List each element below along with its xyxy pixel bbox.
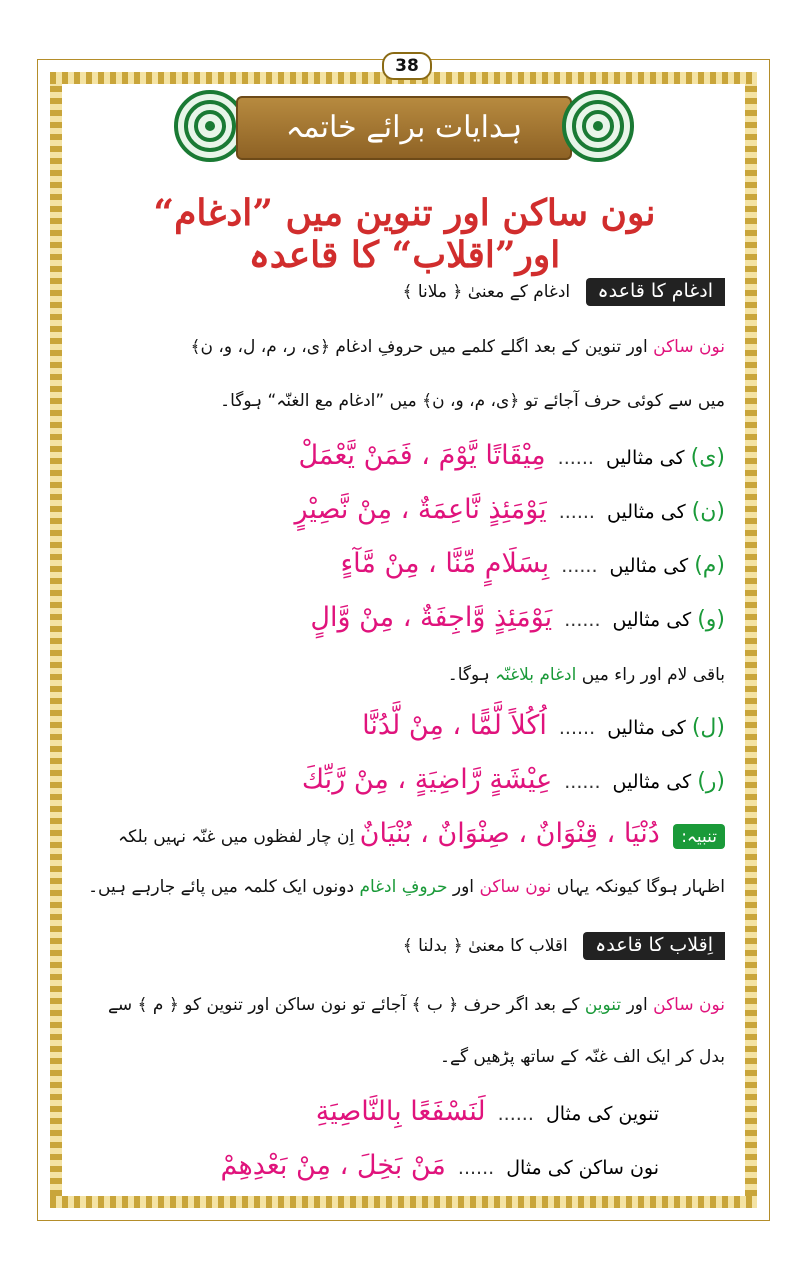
example-letter: (و) <box>697 607 725 632</box>
example-arabic: عِيْشَةٍ رَّاضِيَةٍ ، مِنْ رَّبِّكَ <box>301 764 553 795</box>
example-label: کی مثالیں <box>609 555 689 577</box>
term-noon-sakin: نون ساکن <box>653 995 725 1015</box>
example-arabic: لَنَسْفَعًا بِالنَّاصِيَةِ <box>315 1096 486 1127</box>
iqlab-heading-row <box>80 932 725 960</box>
term-idgham-bila-ghunna: ادغام بلاغنّہ <box>495 665 577 685</box>
tanbih-words: دُنْيَا ، قِنْوَانٌ ، صِنْوَانٌ ، بُنْيَانٌ <box>359 818 660 849</box>
term-noon-sakin: نون ساکن <box>653 337 725 357</box>
example-letter: (م) <box>694 553 725 578</box>
example-label: کی مثالیں <box>605 447 685 469</box>
text-run: کے بعد اگر حرف ﴿ ب ﴾ آجائے تو نون ساکن اور تنوین کو ﴿ م ﴾ سے <box>107 995 580 1015</box>
iqlab-paragraph-1 <box>80 994 725 1015</box>
example-arabic: مِيْقَاتًا يَّوْمَ ، فَمَنْ يَّعْمَلْ <box>298 440 546 471</box>
example-letter: (ل) <box>691 715 725 740</box>
example-label: کی مثالیں <box>612 609 692 631</box>
example-dots: ...... <box>564 609 601 631</box>
example-row <box>80 602 725 633</box>
example-letter: (ن) <box>691 499 725 524</box>
example-dots: ...... <box>561 555 598 577</box>
example-label: کی مثالیں <box>607 717 686 739</box>
text-run: اور تنوین کے بعد اگلے کلمے میں حروفِ ادغام <box>335 337 648 357</box>
text-run: ہوگا۔ <box>447 665 490 685</box>
iqlab-section-label: اِقلاب کا قاعدہ <box>583 932 725 960</box>
idgham-heading-row <box>80 278 725 306</box>
swirl-ornament-icon <box>560 88 636 164</box>
text-run: باقی لام اور راء میں <box>581 665 725 685</box>
text-run: اور <box>452 877 475 897</box>
tanbih-text: اِن چار لفظوں میں غنّہ نہیں بلکہ <box>118 827 355 847</box>
page-number: 38 <box>382 52 432 80</box>
example-arabic: يَوْمَئِذٍ وَّاجِفَةٌ ، مِنْ وَّالٍ <box>310 602 553 633</box>
example-dots: ...... <box>457 1157 495 1179</box>
example-label: کی مثالیں <box>612 771 692 793</box>
idgham-paragraph-2: میں سے کوئی حرف آجائے تو ﴿ی، م، و، ن﴾ میں ”ادغام مع الغنّہ“ ہوگا۔ <box>220 391 725 411</box>
idgham-section-label: ادغام کا قاعدہ <box>586 278 725 306</box>
example-dots: ...... <box>558 501 595 523</box>
text-run: اظہار ہوگا کیونکہ یہاں <box>556 877 725 897</box>
example-dots: ...... <box>497 1103 534 1125</box>
text-run: دونوں ایک کلمہ میں پائے جارہے ہیں۔ <box>88 877 355 897</box>
title-banner <box>172 88 636 170</box>
example-letter: (ی) <box>690 445 725 470</box>
banner-title: ہدایات برائے خاتمہ <box>236 96 572 160</box>
example-arabic: اُكُلاً لَّمًّا ، مِنْ لَّدُنَّا <box>362 710 547 741</box>
iqlab-meaning: اقلاب کا معنیٰ ﴿ بدلنا ﴾ <box>402 936 568 956</box>
example-row <box>80 1150 659 1181</box>
example-dots: ...... <box>558 717 596 739</box>
main-title: نون ساکن اور تنوین میں ”ادغام“ اور”اقلاب“ کا قاعدہ <box>153 192 656 276</box>
example-label: تنوین کی مثال <box>545 1103 659 1125</box>
example-row <box>80 494 725 525</box>
letters-idgham: ﴿ی، ر، م، ل، و، ن﴾ <box>190 337 330 357</box>
example-label: کی مثالیں <box>607 501 686 523</box>
term-noon-sakin: نون ساکن <box>479 877 552 897</box>
example-row <box>80 764 725 795</box>
example-dots: ...... <box>557 447 594 469</box>
idgham-paragraph-1 <box>80 336 725 357</box>
iqlab-paragraph-2: بدل کر ایک الف غنّہ کے ساتھ پڑھیں گے۔ <box>440 1047 725 1067</box>
term-huroof-idgham: حروفِ ادغام <box>359 877 448 897</box>
example-label: نون ساکن کی مثال <box>506 1157 659 1179</box>
example-arabic: بِسَلَامٍ مِّنَّا ، مِنْ مَّآءٍ <box>340 548 550 579</box>
idgham-paragraph-4 <box>80 876 725 897</box>
example-dots: ...... <box>564 771 601 793</box>
idgham-paragraph-3 <box>80 664 725 685</box>
term-tanween: تنوین <box>584 995 622 1015</box>
text-run: اور <box>626 995 648 1015</box>
example-row <box>80 548 725 579</box>
example-arabic: مَنْ بَخِلَ ، مِنْ بَعْدِهِمْ <box>220 1150 446 1181</box>
idgham-meaning: ادغام کے معنیٰ ﴿ ملانا ﴾ <box>402 282 571 302</box>
example-row <box>80 710 725 741</box>
example-arabic: يَوْمَئِذٍ نَّاعِمَةٌ ، مِنْ نَّصِيْرٍ <box>294 494 547 525</box>
tanbih-row <box>80 818 725 849</box>
example-row <box>80 440 725 471</box>
example-row <box>80 1096 659 1127</box>
example-letter: (ر) <box>697 769 725 794</box>
tanbih-badge: تنبیہ: <box>673 824 725 849</box>
